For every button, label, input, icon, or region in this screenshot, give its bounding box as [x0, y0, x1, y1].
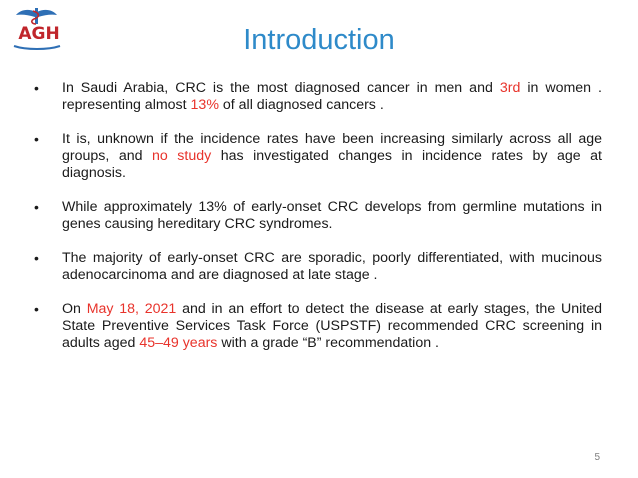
page-number: 5	[594, 452, 600, 463]
bullet-text: with a grade “B” recommendation .	[217, 335, 439, 351]
bullet-item	[34, 80, 602, 114]
bullet-text: In Saudi Arabia, CRC is the most diagnosed cancer in men and	[62, 80, 500, 96]
highlighted-text: 13%	[190, 97, 219, 113]
bullet-text: has investigated changes in incidence rates by age at diagnosis.	[62, 148, 602, 181]
bullet-text: The majority of early-onset CRC are sporadic, poorly differentiated, with mucinous adenocarcinoma and are diagnosed at late stage .	[62, 250, 602, 283]
bullet-text: in women . representing almost	[62, 80, 602, 113]
bullet-item	[34, 131, 602, 182]
bullet-dot-icon: •	[34, 301, 39, 317]
highlighted-text: 3rd	[499, 80, 521, 96]
bullet-item	[34, 199, 602, 233]
bullet-item	[34, 301, 602, 352]
bullet-dot-icon: •	[34, 131, 39, 147]
bullet-text: While approximately 13% of early-onset CRC develops from germline mutations in genes causing hereditary CRC syndromes.	[62, 199, 602, 232]
bullet-text: and in an effort to detect the disease at early stages, the United State Preventive Services Task Force (USPSTF) recommended CRC screening in adults aged	[62, 301, 602, 351]
bullet-text: of all diagnosed cancers .	[218, 97, 384, 113]
logo-text: AGH	[18, 24, 60, 44]
highlighted-text: no study	[152, 148, 212, 164]
bullet-text: It is, unknown if the incidence rates have been increasing similarly across all age groups, and	[62, 131, 602, 164]
bullet-text: On	[62, 301, 87, 317]
bullet-item	[34, 250, 602, 284]
bullet-dot-icon: •	[34, 80, 39, 96]
page-title: Introduction	[243, 24, 395, 56]
highlighted-text: May 18, 2021	[86, 301, 177, 317]
bullet-list	[34, 80, 602, 352]
bullet-dot-icon: •	[34, 250, 39, 266]
bullet-dot-icon: •	[34, 199, 39, 215]
highlighted-text: 45–49 years	[139, 335, 218, 351]
